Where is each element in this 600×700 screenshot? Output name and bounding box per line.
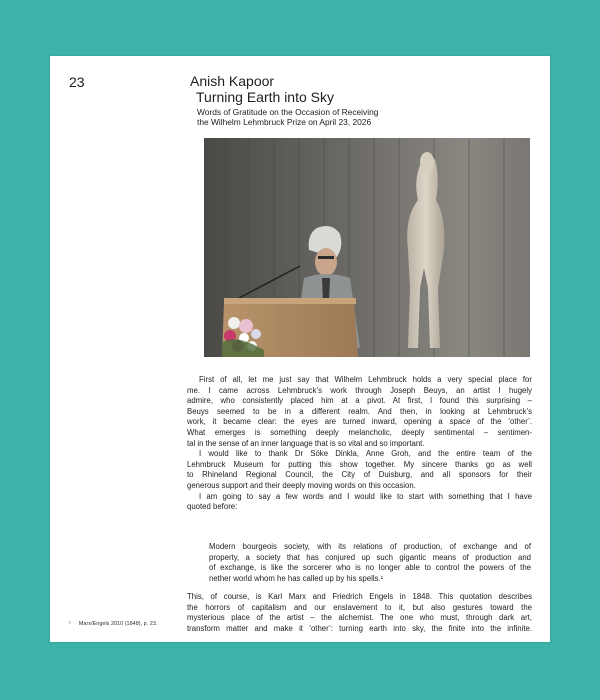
text-line: I am going to say a few words and I would like to start with something that I have (199, 491, 532, 501)
text-line: First of all, let me just say that Wilhelm Lehmbruck holds a very special place for (199, 375, 532, 384)
footnote-mark: ¹ (69, 621, 71, 627)
paragraph (187, 375, 532, 449)
quote-line: nether world whom he has called up by his spells.¹ (209, 573, 384, 583)
text-line: me. I came across Lehmbruck’s work through Joseph Beuys, an artist I hugely (187, 385, 532, 395)
text-line: to Rhineland Regional Council, the City of Duisburg, and all sponsors for their (187, 470, 532, 480)
photo-speaker-at-podium (204, 138, 530, 357)
subtitle-line: the Wilhelm Lehmbruck Prize on April 23, 2026 (197, 117, 372, 127)
text-line: admire, who consistently placed him at a pivot. At first, I found this surprising – (187, 396, 532, 406)
block-quote (209, 542, 531, 584)
footnote (69, 621, 157, 627)
text-line: the horrors of capitalism and our enslavement to it, but also gestures toward the (187, 602, 532, 612)
closing-paragraph (187, 592, 532, 634)
paragraph (187, 492, 532, 513)
subtitle-line: Words of Gratitude on the Occasion of Receiving (197, 107, 379, 117)
text-line: I would like to thank Dr Söke Dinkla, Anne Groh, and the entire team of the (199, 449, 532, 459)
text-line: Beuys seemed to be in a different realm. And then, in looking at Lehmbruck’s (187, 406, 532, 416)
page-number: 23 (69, 74, 85, 90)
document-page (50, 56, 550, 642)
text-line: tal in the sense of an inner language that is so vital and so important. (187, 438, 425, 448)
text-line: This, of course, is Karl Marx and Friedrich Engels in 1848. This quotation describes (187, 592, 532, 601)
paragraph (187, 449, 532, 491)
footnote-text: Marx/Engels 2010 (1848), p. 23. (78, 621, 158, 627)
photo-speaker-at-podium-icon (204, 138, 530, 357)
quote-line: of exchange, is like the sorcerer who is no longer able to control the powers of the (209, 563, 531, 573)
text-line: work, it became clear: the eyes are turned inward, opening a space of the ‘other’. (187, 417, 532, 427)
text-line: Lehmbruck Museum for putting this show together. My sincere thanks go as well (187, 459, 532, 469)
text-line: transform matter and make it ‘other’: turning earth into sky, the finite into the infinite. (187, 623, 532, 633)
body-text (187, 375, 532, 513)
subtitle (197, 107, 378, 127)
quote-line: Modern bourgeois society, with its relations of production, of exchange and of (209, 542, 531, 551)
text-line: quoted before: (187, 502, 238, 512)
page-title: Turning Earth into Sky (196, 89, 334, 105)
author-name: Anish Kapoor (190, 73, 275, 89)
text-line: What emerges is something deeply melancholic, deeply sentimental – sentimen- (187, 427, 532, 437)
text-line: generous support and their deeply moving words on this occasion. (187, 480, 416, 490)
quote-line: property, a society that has conjured up such gigantic means of production and (209, 552, 531, 562)
text-line: mysterious place of the artist – the alchemist. The one who must, through dark art, (187, 613, 532, 623)
